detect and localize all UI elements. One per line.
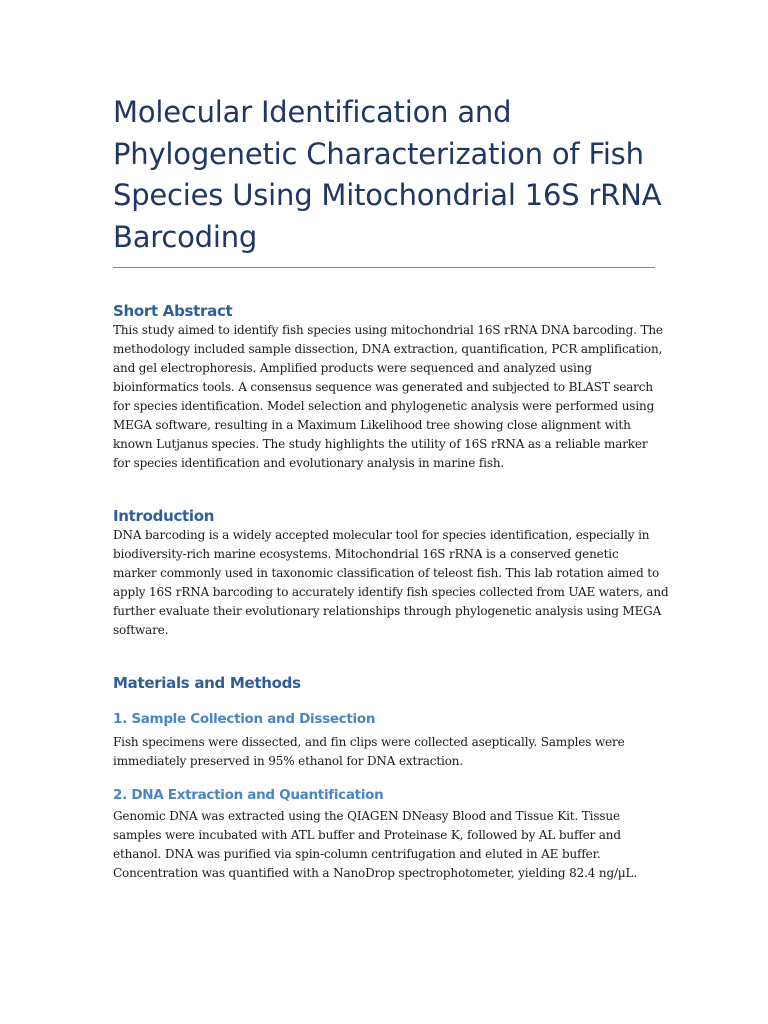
document-title bbox=[113, 92, 662, 258]
introduction-line: marker commonly used in taxonomic classification of teleost fish. This lab rotation aimed to bbox=[113, 566, 660, 580]
title-underline bbox=[113, 267, 655, 268]
introduction-heading: Introduction bbox=[113, 507, 215, 525]
abstract-heading: Short Abstract bbox=[113, 302, 233, 320]
abstract-line: known Lutjanus species. The study highlights the utility of 16S rRNA as a reliable marker bbox=[113, 437, 648, 451]
dna-extraction-paragraph bbox=[113, 807, 655, 883]
abstract-line: for species identification and evolutionary analysis in marine fish. bbox=[113, 456, 505, 470]
title-line: Phylogenetic Characterization of Fish bbox=[113, 136, 644, 171]
introduction-line: software. bbox=[113, 623, 169, 637]
abstract-line: MEGA software, resulting in a Maximum Likelihood tree showing close alignment with bbox=[113, 418, 631, 432]
introduction-line: DNA barcoding is a widely accepted molecular tool for species identification, especially in bbox=[113, 528, 650, 542]
dna-extraction-line: Genomic DNA was extracted using the QIAGEN DNeasy Blood and Tissue Kit. Tissue bbox=[113, 809, 620, 823]
abstract-paragraph bbox=[113, 321, 663, 473]
introduction-line: further evaluate their evolutionary relationships through phylogenetic analysis using MEGA bbox=[113, 604, 662, 618]
abstract-line: This study aimed to identify fish species using mitochondrial 16S rRNA DNA barcoding. The bbox=[113, 323, 663, 337]
dna-extraction-line: samples were incubated with ATL buffer and Proteinase K, followed by AL buffer and bbox=[113, 828, 621, 842]
sample-collection-paragraph bbox=[113, 733, 655, 771]
title-line: Molecular Identification and bbox=[113, 95, 512, 129]
introduction-paragraph bbox=[113, 526, 669, 640]
introduction-line: biodiversity-rich marine ecosystems. Mitochondrial 16S rRNA is a conserved genetic bbox=[113, 547, 619, 561]
abstract-line: for species identification. Model selection and phylogenetic analysis were performed using bbox=[113, 399, 655, 413]
methods-subheading-sample-collection: 1. Sample Collection and Dissection bbox=[113, 711, 376, 727]
abstract-line: methodology included sample dissection, DNA extraction, quantification, PCR amplification, bbox=[113, 342, 663, 356]
title-line: Species Using Mitochondrial 16S rRNA bbox=[113, 178, 662, 212]
sample-collection-line: immediately preserved in 95% ethanol for DNA extraction. bbox=[113, 754, 464, 768]
title-line: Barcoding bbox=[113, 219, 258, 254]
dna-extraction-line: Concentration was quantified with a NanoDrop spectrophotometer, yielding 82.4 ng/µL. bbox=[113, 866, 638, 880]
sample-collection-line: Fish specimens were dissected, and fin clips were collected aseptically. Samples were bbox=[113, 735, 625, 749]
methods-subheading-dna-extraction: 2. DNA Extraction and Quantification bbox=[113, 787, 384, 803]
abstract-line: and gel electrophoresis. Amplified products were sequenced and analyzed using bbox=[113, 361, 592, 375]
dna-extraction-line: ethanol. DNA was purified via spin-column centrifugation and eluted in AE buffer. bbox=[113, 847, 601, 861]
document-page bbox=[113, 92, 669, 883]
introduction-line: apply 16S rRNA barcoding to accurately identify fish species collected from UAE waters, and bbox=[113, 585, 669, 599]
methods-heading: Materials and Methods bbox=[113, 674, 301, 692]
abstract-line: bioinformatics tools. A consensus sequence was generated and subjected to BLAST search bbox=[113, 380, 653, 394]
